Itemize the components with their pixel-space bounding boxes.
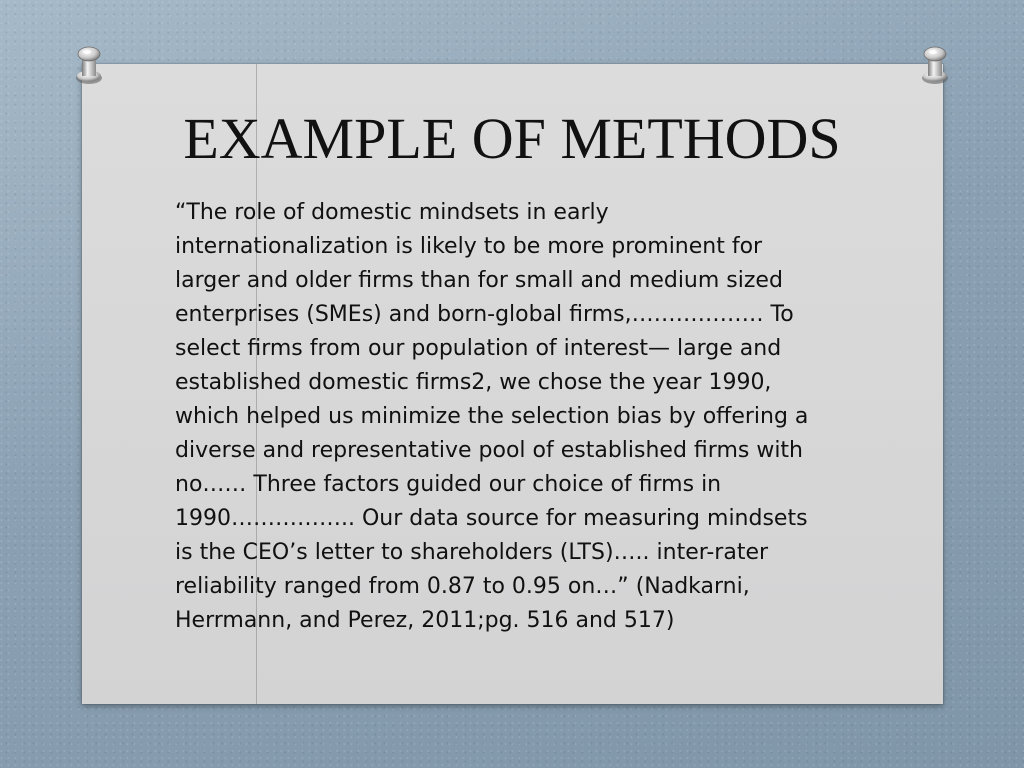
- slide-body-text: “The role of domestic mindsets in early internationalization is likely to be more prominent for larger and older firms than for small and medium sized enterprises (SMEs) and born-global firms,……………… To select firms from our population of interest— large and established domestic firms2, we chose the year 1990, which helped us minimize the selection bias by offering a diverse and representative pool of established firms with no…… Three factors guided our choice of firms in 1990…………….. Our data source for measuring mindsets is the CEO’s letter to shareholders (LTS)….. inter-rater reliability ranged from 0.87 to 0.95 on…” (Nadkarni, Herrmann, and Perez, 2011;pg. 516 and 517): [175, 200, 809, 633]
- pushpin-icon: [71, 40, 107, 88]
- slide-title: EXAMPLE OF METHODS: [183, 106, 841, 171]
- pushpin-icon: [917, 40, 953, 88]
